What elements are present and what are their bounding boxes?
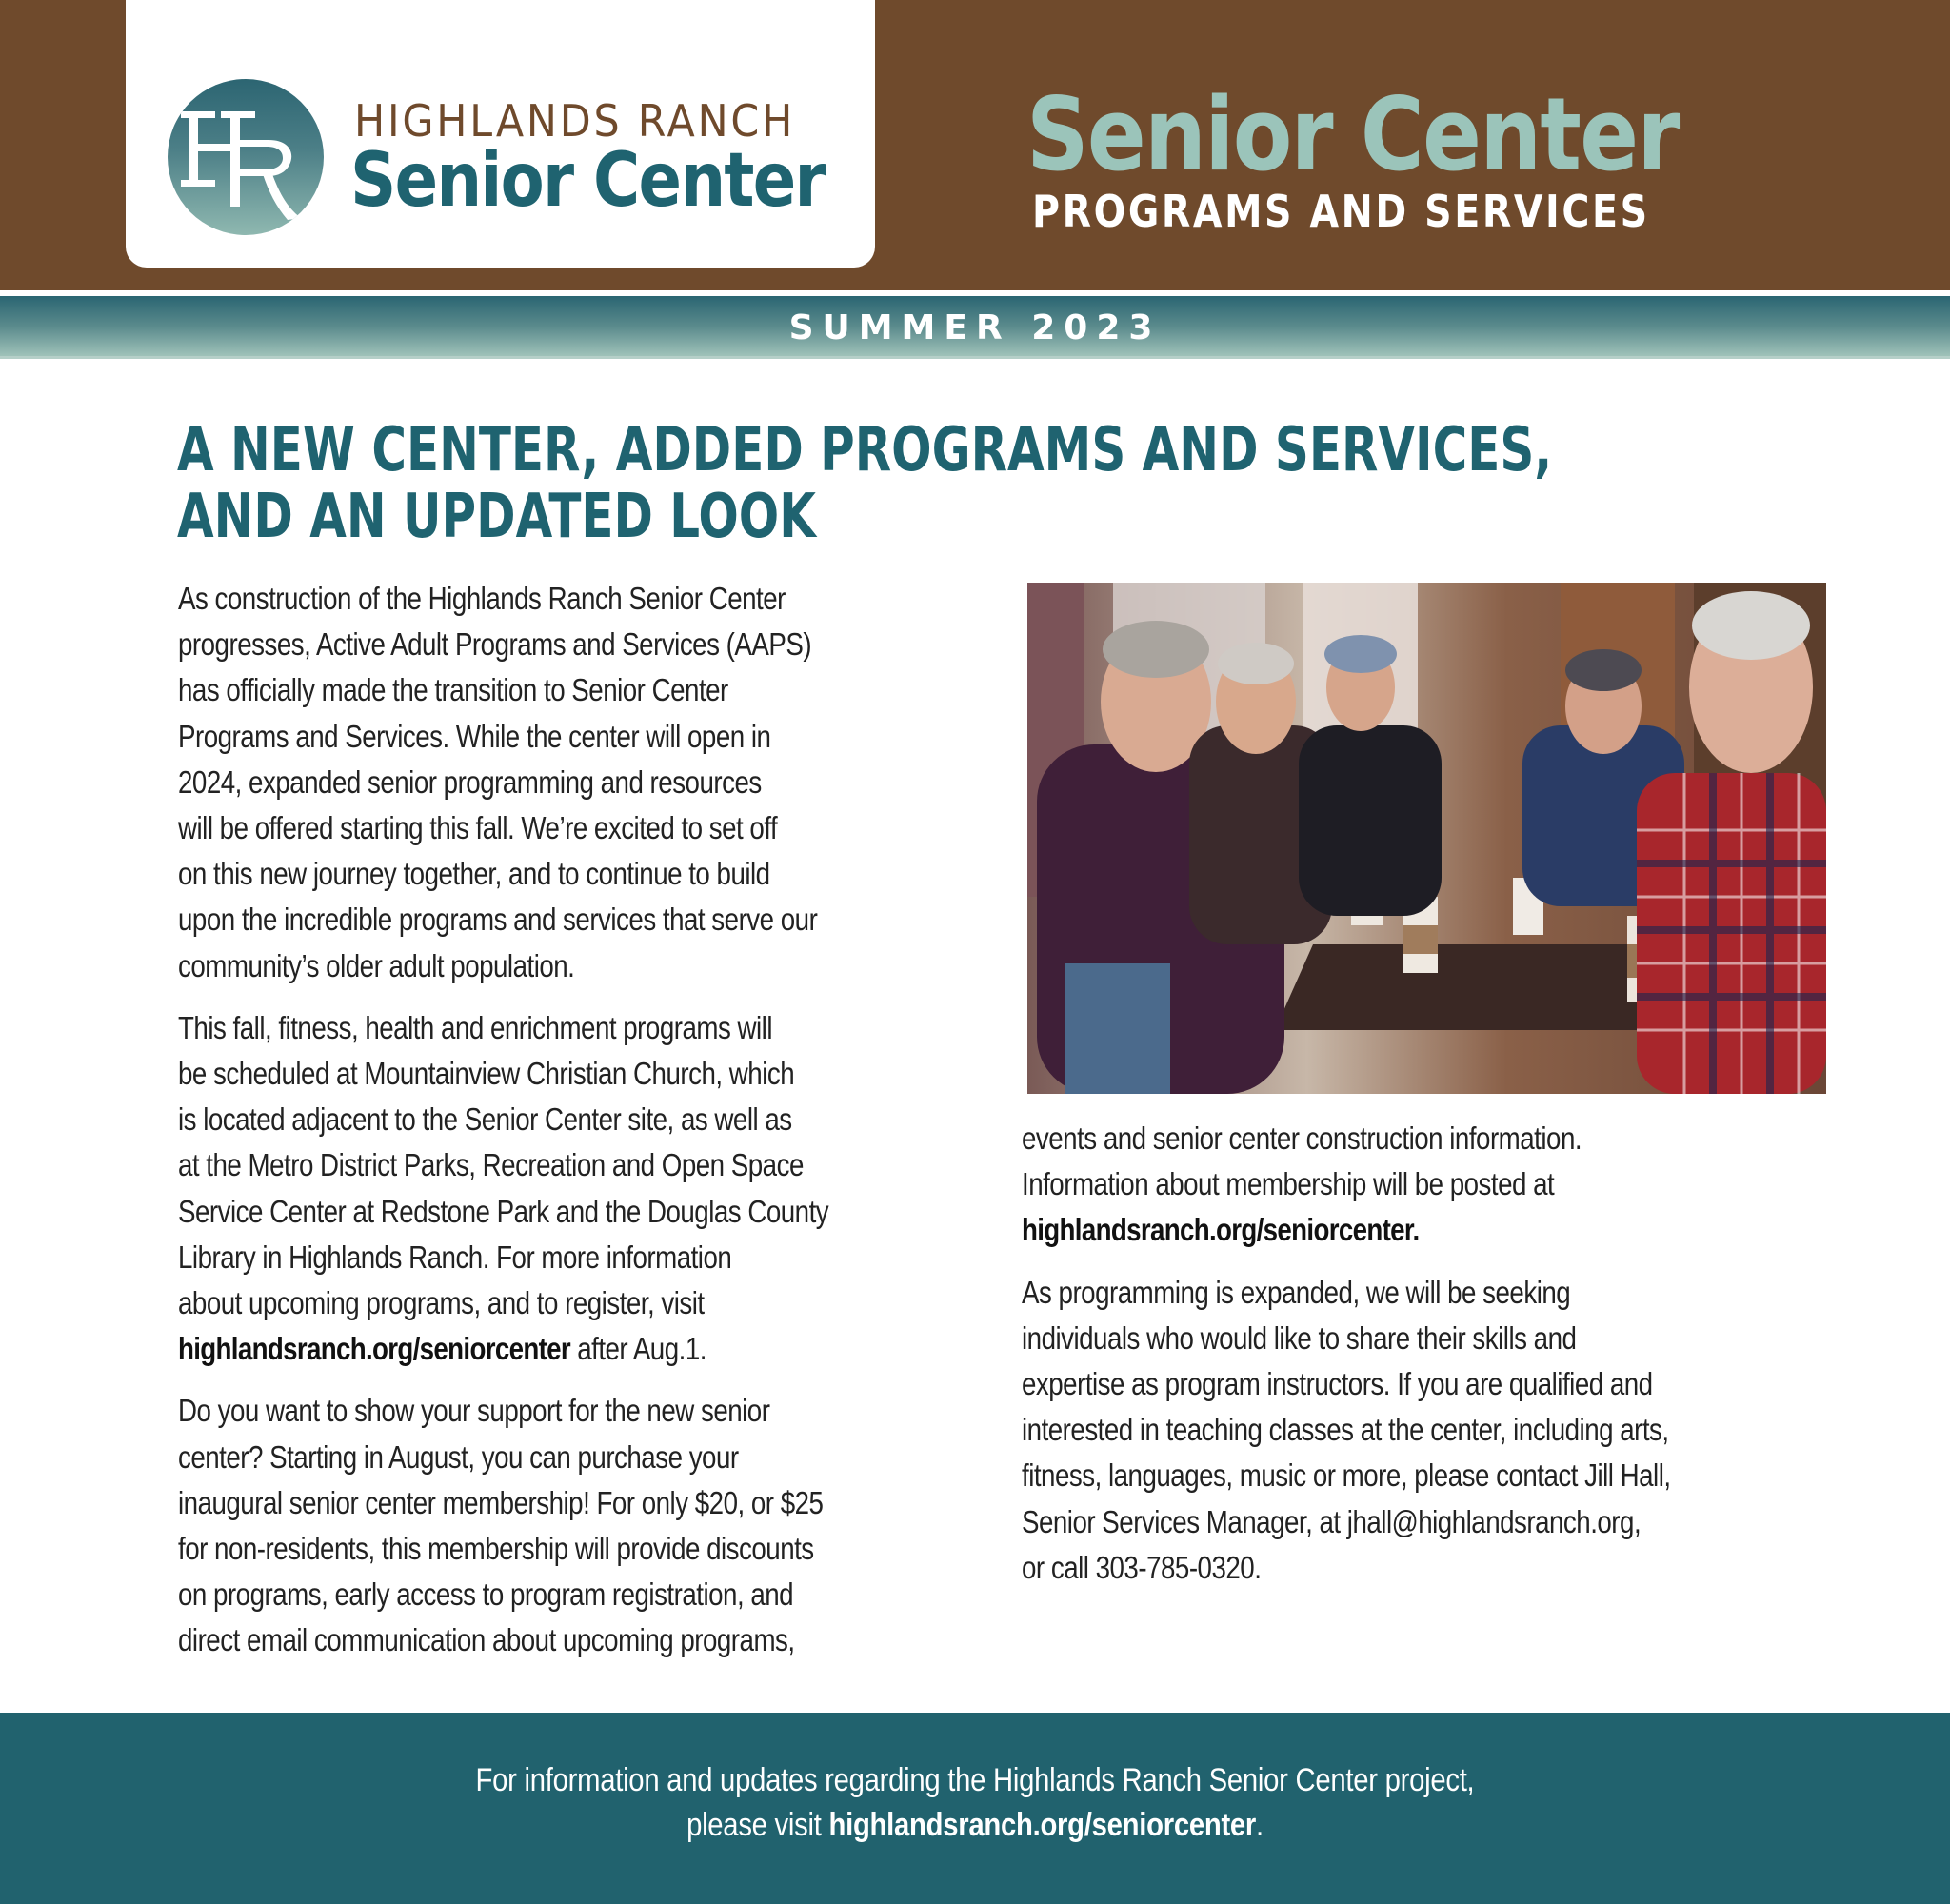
text-line: community’s older adult population. — [178, 947, 575, 983]
article-left-column — [178, 576, 987, 1680]
text-line: or call 303-785-0320. — [1022, 1549, 1262, 1585]
footer-line: For information and updates regarding the Highlands Ranch Senior Center project, — [475, 1762, 1475, 1798]
article-headline — [177, 415, 1553, 552]
masthead — [0, 0, 1950, 290]
text-line: will be offered starting this fall. We’re excited to set off — [178, 810, 778, 846]
website-link[interactable]: highlandsranch.org/seniorcenter. — [1022, 1212, 1420, 1248]
footer-banner — [0, 1713, 1950, 1904]
logo-wordmark-bottom: Senior Center — [350, 138, 825, 224]
text-line: As construction of the Highlands Ranch Senior Center — [178, 581, 786, 616]
text-line: This fall, fitness, health and enrichment programs will — [178, 1009, 772, 1045]
text-line: inaugural senior center membership! For only $20, or $25 — [178, 1484, 824, 1520]
text-line: expertise as program instructors. If you are qualified and — [1022, 1366, 1653, 1402]
text-line: is located adjacent to the Senior Center site, as well as — [178, 1101, 792, 1138]
text-line: 2024, expanded senior programming and resources — [178, 764, 762, 800]
text-line — [178, 1326, 858, 1372]
text-line: at the Metro District Parks, Recreation and Open Space — [178, 1147, 804, 1183]
text-line: fitness, languages, music or more, please contact Jill Hall, — [1022, 1458, 1671, 1494]
text-line: on this new journey together, and to continue to build — [178, 856, 770, 892]
article-right-column — [1022, 1116, 1879, 1607]
text-line: Do you want to show your support for the new senior — [178, 1393, 770, 1429]
text-line: has officially made the transition to Senior Center — [178, 672, 728, 708]
text-line — [1022, 1207, 1741, 1253]
footer-website-link[interactable]: highlandsranch.org/seniorcenter — [828, 1807, 1257, 1843]
publication-subtitle: PROGRAMS AND SERVICES — [1032, 186, 1650, 237]
footer-line — [136, 1803, 1813, 1848]
text-fragment: please visit — [686, 1807, 829, 1843]
season-band — [0, 296, 1950, 359]
logo-wordmark-top: HIGHLANDS RANCH — [354, 95, 796, 147]
text-line: center? Starting in August, you can purchase your — [178, 1438, 739, 1475]
text-line: for non-residents, this membership will provide discounts — [178, 1531, 814, 1567]
text-line: individuals who would like to share their skills and — [1022, 1319, 1577, 1356]
text-line: Service Center at Redstone Park and the Douglas County — [178, 1193, 829, 1229]
paragraph-instructors — [1022, 1270, 1879, 1591]
paragraph-membership — [178, 1388, 987, 1663]
text-line: be scheduled at Mountainview Christian Church, which — [178, 1056, 795, 1092]
headline-line: A NEW CENTER, ADDED PROGRAMS AND SERVICES, — [177, 415, 1553, 486]
text-line: on programs, early access to program registration, and — [178, 1577, 794, 1613]
headline-line: AND AN UPDATED LOOK — [177, 482, 816, 552]
text-line: upon the incredible programs and services that serve our — [178, 902, 818, 938]
paragraph-intro — [178, 576, 987, 989]
text-line: Programs and Services. While the center will open in — [178, 718, 771, 754]
publication-title: Senior Center — [1026, 76, 1679, 193]
text-line: Library in Highlands Ranch. For more information — [178, 1239, 732, 1275]
text-line: direct email communication about upcoming programs, — [178, 1622, 795, 1658]
text-line: events and senior center construction information. — [1022, 1121, 1582, 1156]
text-fragment: . — [1256, 1807, 1264, 1843]
footer-text — [0, 1758, 1950, 1848]
text-fragment: after Aug.1. — [570, 1331, 706, 1367]
paragraph-locations — [178, 1005, 987, 1373]
hr-monogram-logo-icon — [168, 79, 324, 235]
text-line: Information about membership will be posted at — [1022, 1166, 1555, 1202]
text-line: progresses, Active Adult Programs and Services (AAPS) — [178, 626, 812, 663]
season-label: SUMMER 2023 — [788, 308, 1162, 347]
text-line: Senior Services Manager, at jhall@highlandsranch.org, — [1022, 1503, 1642, 1539]
group-photo — [1027, 583, 1826, 1094]
paragraph-membership-cont — [1022, 1116, 1879, 1254]
website-link[interactable]: highlandsranch.org/seniorcenter — [178, 1331, 571, 1367]
text-line: interested in teaching classes at the center, including arts, — [1022, 1412, 1669, 1448]
text-line: about upcoming programs, and to register, visit — [178, 1285, 705, 1321]
text-line: As programming is expanded, we will be seeking — [1022, 1274, 1571, 1310]
